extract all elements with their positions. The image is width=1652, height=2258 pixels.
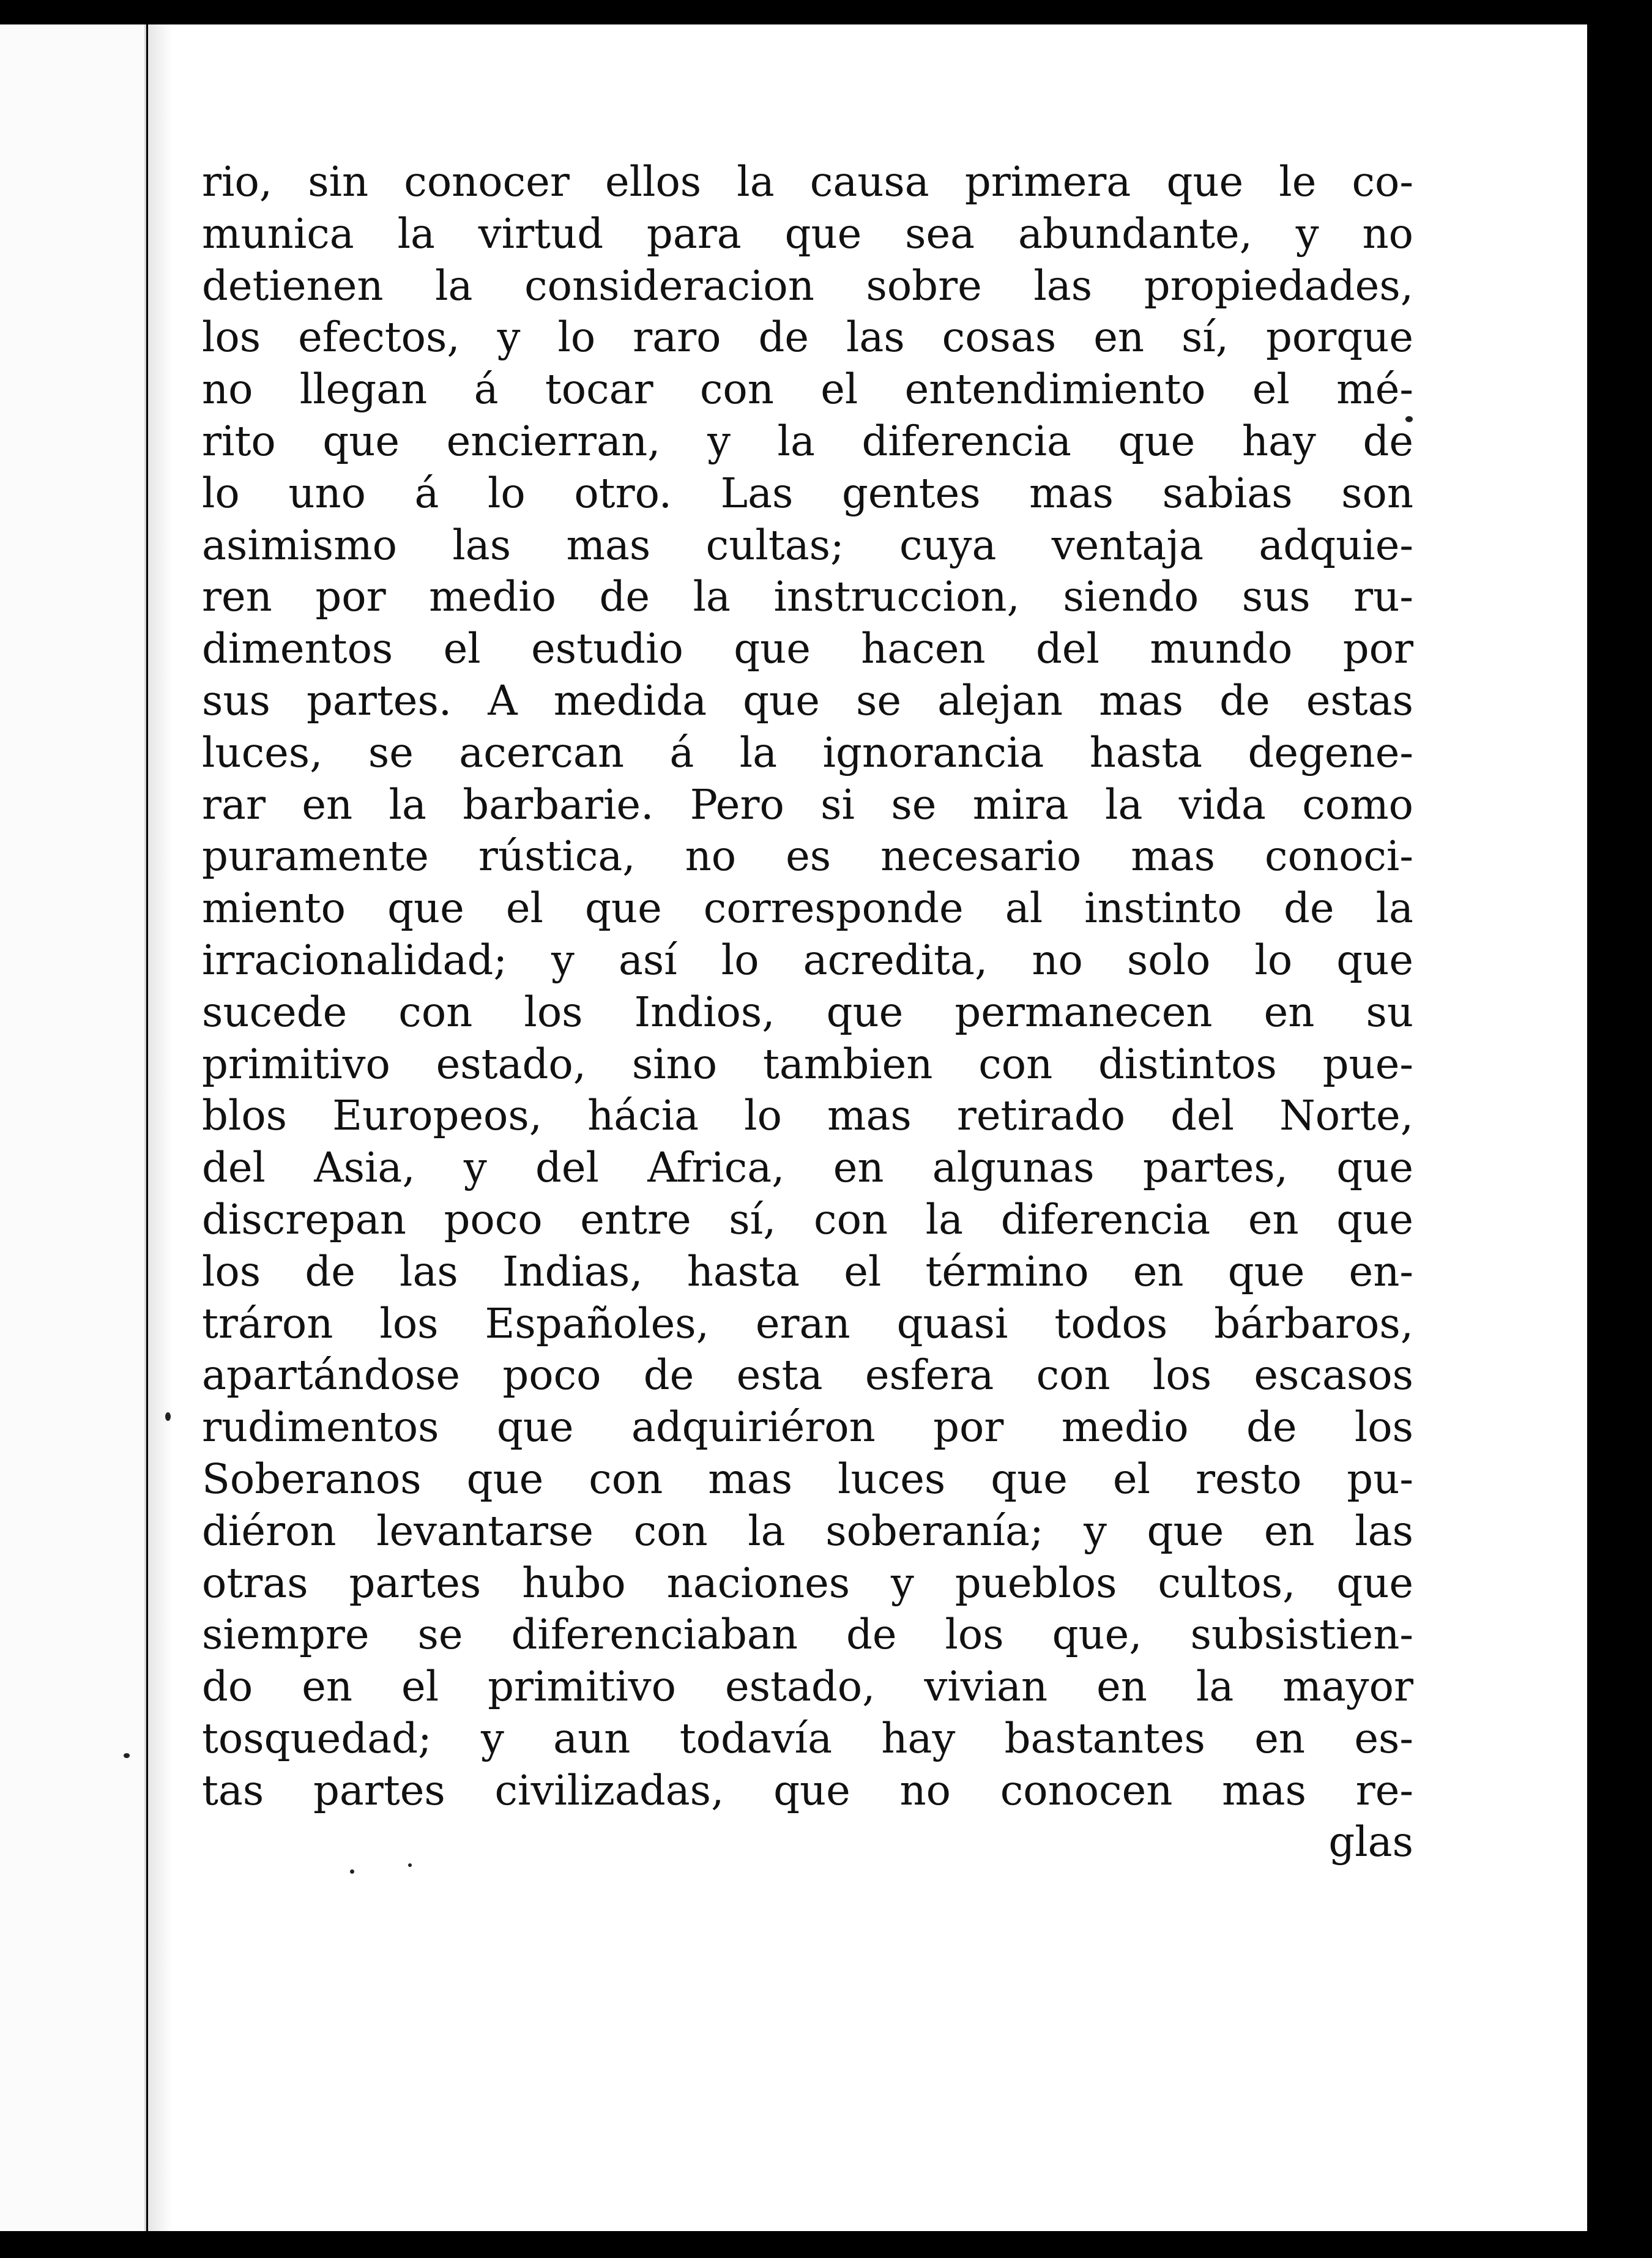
text-line: tosquedad; y aun todavía hay bastantes en es-: [202, 1714, 1413, 1762]
text-line: do en el primitivo estado, vivian en la mayor: [202, 1663, 1413, 1711]
text-line: asimismo las mas cultas; cuya ventaja adquie-: [202, 521, 1413, 569]
ink-speck: [165, 1412, 171, 1421]
text-line: irracionalidad; y así lo acredita, no solo lo que: [202, 936, 1413, 984]
text-line: los de las Indias, hasta el término en que en-: [202, 1247, 1413, 1295]
text-line: otras partes hubo naciones y pueblos cultos, que: [202, 1559, 1413, 1607]
text-line: Soberanos que con mas luces que el resto pu-: [202, 1455, 1413, 1503]
ink-speck: [350, 1869, 354, 1874]
body-text: [202, 156, 1413, 1866]
text-line: discrepan poco entre sí, con la diferencia en que: [202, 1195, 1413, 1243]
text-line: luces, se acercan á la ignorancia hasta degene-: [202, 728, 1413, 777]
text-line: blos Europeos, hácia lo mas retirado del Norte,: [202, 1092, 1413, 1140]
text-line: del Asia, y del Africa, en algunas partes, que: [202, 1144, 1413, 1192]
text-line: tas partes civilizadas, que no conocen mas re-: [202, 1766, 1413, 1814]
catchword: glas: [1328, 1818, 1413, 1866]
text-line: sus partes. A medida que se alejan mas de estas: [202, 676, 1413, 725]
facing-page-edge: [0, 24, 146, 2231]
text-line: apartándose poco de esta esfera con los escasos: [202, 1351, 1413, 1399]
text-line: lo uno á lo otro. Las gentes mas sabias son: [202, 469, 1413, 517]
text-line: detienen la consideracion sobre las propiedades,: [202, 261, 1413, 310]
text-line: puramente rústica, no es necesario mas conoci-: [202, 832, 1413, 881]
text-line: munica la virtud para que sea abundante, y no: [202, 209, 1413, 258]
text-line: ren por medio de la instruccion, siendo sus ru-: [202, 573, 1413, 621]
text-line: rar en la barbarie. Pero si se mira la vida como: [202, 780, 1413, 829]
text-line: rito que encierran, y la diferencia que hay de: [202, 417, 1413, 465]
text-line: diéron levantarse con la soberanía; y que en las: [202, 1507, 1413, 1555]
text-line: siempre se diferenciaban de los que, subsistien-: [202, 1611, 1413, 1659]
text-line: rio, sin conocer ellos la causa primera que le co-: [202, 158, 1413, 206]
text-line: sucede con los Indios, que permanecen en su: [202, 988, 1413, 1036]
text-line: no llegan á tocar con el entendimiento el mé-: [202, 365, 1413, 414]
gutter-shadow: [148, 24, 173, 2231]
ink-speck: [124, 1753, 130, 1758]
ink-speck: [408, 1863, 412, 1867]
text-line: rudimentos que adquiriéron por medio de los: [202, 1403, 1413, 1451]
text-line: los efectos, y lo raro de las cosas en sí, porque: [202, 313, 1413, 362]
text-line: dimentos el estudio que hacen del mundo por: [202, 625, 1413, 673]
text-line: primitivo estado, sino tambien con distintos pue-: [202, 1040, 1413, 1088]
text-line: tráron los Españoles, eran quasi todos bárbaros,: [202, 1299, 1413, 1347]
text-line: miento que el que corresponde al instinto de la: [202, 884, 1413, 933]
